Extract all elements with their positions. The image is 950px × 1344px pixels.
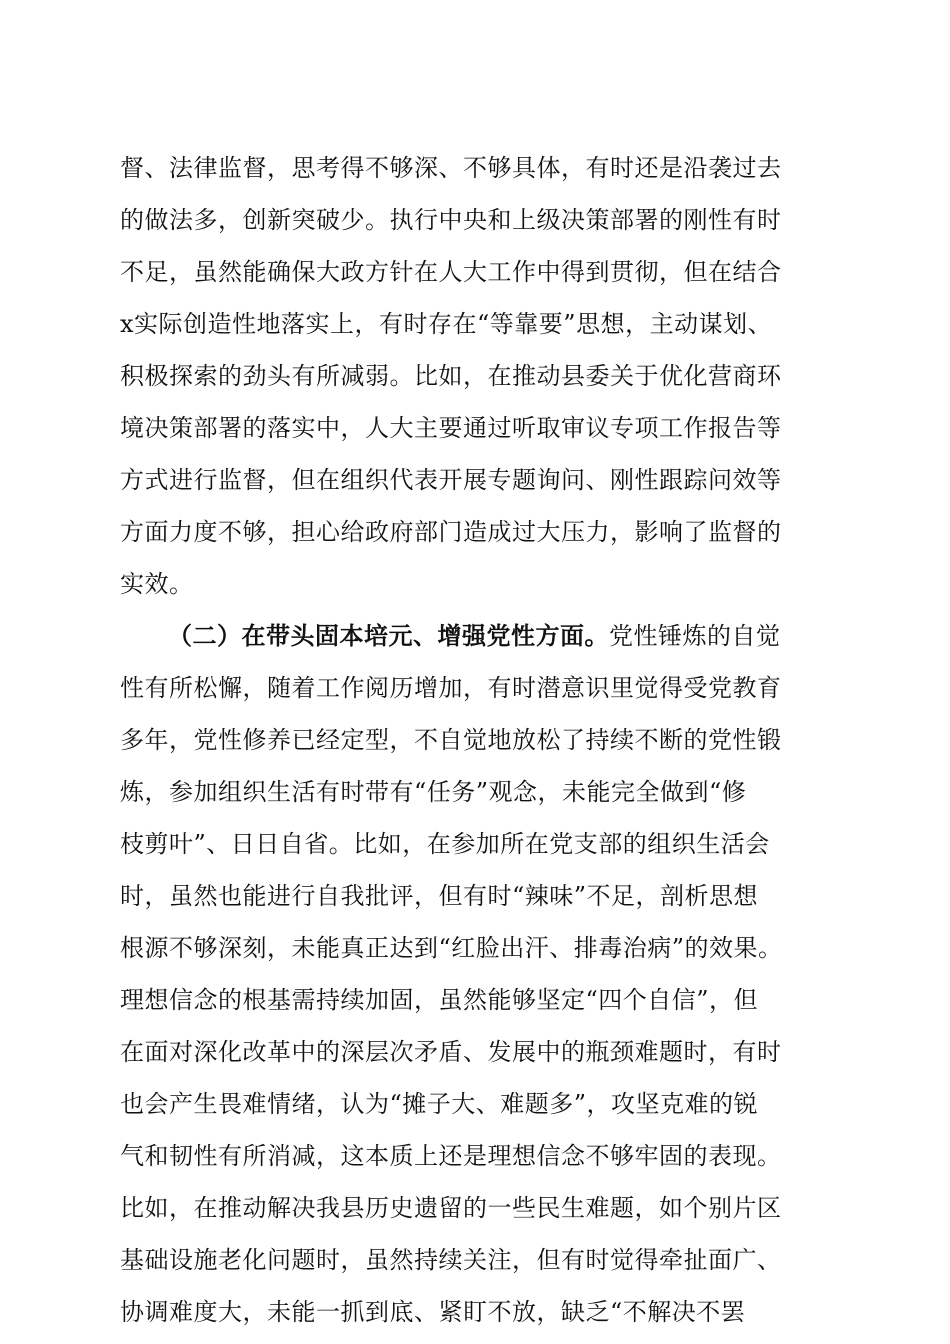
text-line: 在面对深化改革中的深层次矛盾、发展中的瓶颈难题时，有时 xyxy=(120,1038,782,1066)
text-line-first xyxy=(120,610,832,662)
text-run: 党性锤炼的自觉 xyxy=(609,622,781,650)
text-line: x实际创造性地落实上，有时存在“等靠要”思想，主动谋划、 xyxy=(120,310,773,338)
text-line: 时，虽然也能进行自我批评，但有时“辣味”不足，剖析思想 xyxy=(120,882,759,910)
paragraph-1 xyxy=(120,142,832,610)
text-line: 方面力度不够，担心给政府部门造成过大压力，影响了监督的 xyxy=(120,518,782,546)
text-line: 比如，在推动解决我县历史遗留的一些民生难题，如个别片区 xyxy=(120,1194,782,1222)
text-line: 也会产生畏难情绪，认为“摊子大、难题多”，攻坚克难的锐 xyxy=(120,1090,759,1118)
text-line: 理想信念的根基需持续加固，虽然能够坚定“四个自信”，但 xyxy=(120,986,759,1014)
paragraph-2 xyxy=(120,610,832,1338)
text-line: 协调难度大，未能一抓到底、紧盯不放，缺乏“不解决不罢 xyxy=(120,1298,746,1326)
text-line: 督、法律监督，思考得不够深、不够具体，有时还是沿袭过去 xyxy=(120,154,782,182)
text-line: 气和韧性有所消减，这本质上还是理想信念不够牢固的表现。 xyxy=(120,1142,782,1170)
document-page xyxy=(120,142,832,1338)
text-line: 枝剪叶”、日日自省。比如，在参加所在党支部的组织生活会 xyxy=(120,830,770,858)
text-line: 境决策部署的落实中，人大主要通过听取审议专项工作报告等 xyxy=(120,414,782,442)
text-line: 积极探索的劲头有所减弱。比如，在推动县委关于优化营商环 xyxy=(120,362,782,390)
text-line: 不足，虽然能确保大政方针在人大工作中得到贯彻，但在结合 xyxy=(120,258,782,286)
text-line: 炼，参加组织生活有时带有“任务”观念，未能完全做到“修 xyxy=(120,778,747,806)
text-line: 实效。 xyxy=(120,570,194,598)
text-line: 方式进行监督，但在组织代表开展专题询问、刚性跟踪问效等 xyxy=(120,466,782,494)
section-heading: （二）在带头固本培元、增强党性方面。 xyxy=(168,622,609,650)
text-line: 的做法多，创新突破少。执行中央和上级决策部署的刚性有时 xyxy=(120,206,782,234)
text-line: 多年，党性修养已经定型，不自觉地放松了持续不断的党性锻 xyxy=(120,726,782,754)
text-line: 性有所松懈，随着工作阅历增加，有时潜意识里觉得受党教育 xyxy=(120,674,782,702)
text-line: 根源不够深刻，未能真正达到“红脸出汗、排毒治病”的效果。 xyxy=(120,934,783,962)
text-line: 基础设施老化问题时，虽然持续关注，但有时觉得牵扯面广、 xyxy=(120,1246,782,1274)
